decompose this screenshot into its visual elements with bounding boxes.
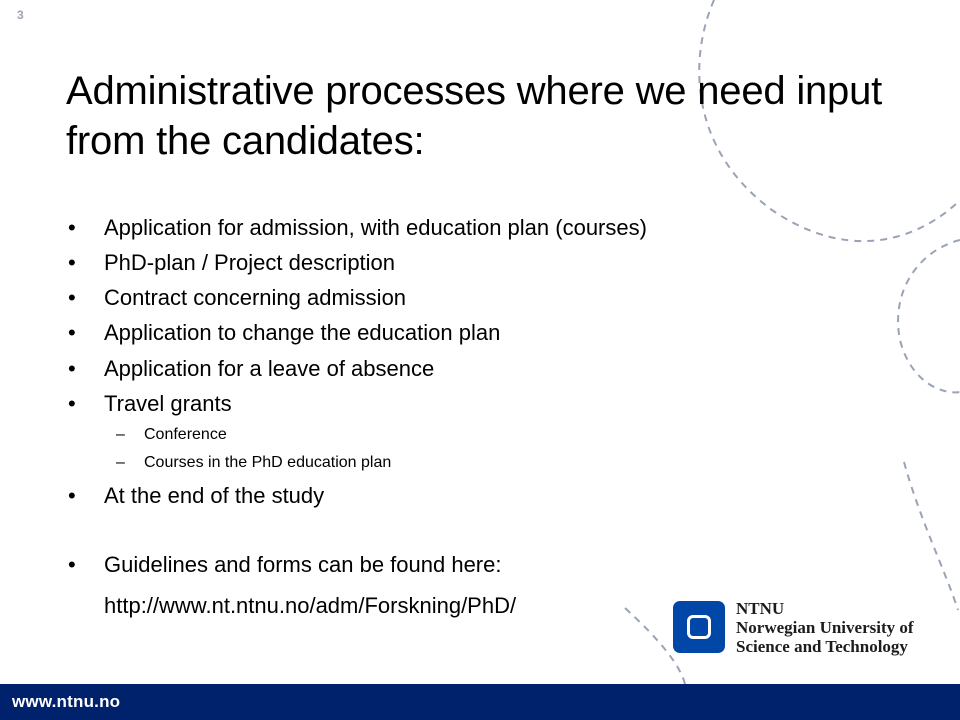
sub-bullet-text: Conference (144, 426, 227, 443)
footer-bar (0, 684, 960, 720)
bullet-text: Travel grants (104, 391, 232, 416)
bullet-symbol: • (68, 552, 76, 577)
ntnu-logo-text (736, 599, 914, 656)
bullet-text: Application for a leave of absence (104, 356, 435, 381)
guidelines-url[interactable]: http://www.nt.ntnu.no/adm/Forskning/PhD/ (104, 593, 517, 618)
bullet-text: Guidelines and forms can be found here: (104, 552, 502, 577)
slide-number: 3 (17, 8, 24, 22)
logo-line-university: Norwegian University of (736, 618, 914, 637)
bullet-symbol: • (68, 250, 76, 275)
sub-bullet-dash: – (116, 426, 125, 443)
bullet-text: Contract concerning admission (104, 285, 407, 310)
bullet-symbol: • (68, 215, 76, 240)
bullet-symbol: • (68, 285, 76, 310)
logo-line-science: Science and Technology (736, 637, 908, 656)
dashed-curve-bottom (904, 462, 958, 610)
bullet-text: At the end of the study (104, 483, 325, 508)
sub-bullet-dash: – (116, 454, 125, 471)
slide-title: Administrative processes where we need input from the candidates: (66, 69, 883, 163)
bullet-text: PhD-plan / Project description (104, 250, 396, 275)
bullet-text: Application for admission, with education plan (courses) (104, 215, 647, 240)
bullet-symbol: • (68, 483, 76, 508)
bullet-symbol: • (68, 356, 76, 381)
footer-url[interactable]: www.ntnu.no (12, 692, 121, 711)
logo-line-ntnu: NTNU (736, 599, 785, 618)
dashed-curve-ring (898, 240, 960, 392)
bullet-text: Application to change the education plan (104, 320, 501, 345)
bullet-symbol: • (68, 391, 76, 416)
ntnu-logo-icon (673, 601, 725, 653)
sub-bullet-text: Courses in the PhD education plan (144, 454, 392, 471)
bullet-symbol: • (68, 320, 76, 345)
